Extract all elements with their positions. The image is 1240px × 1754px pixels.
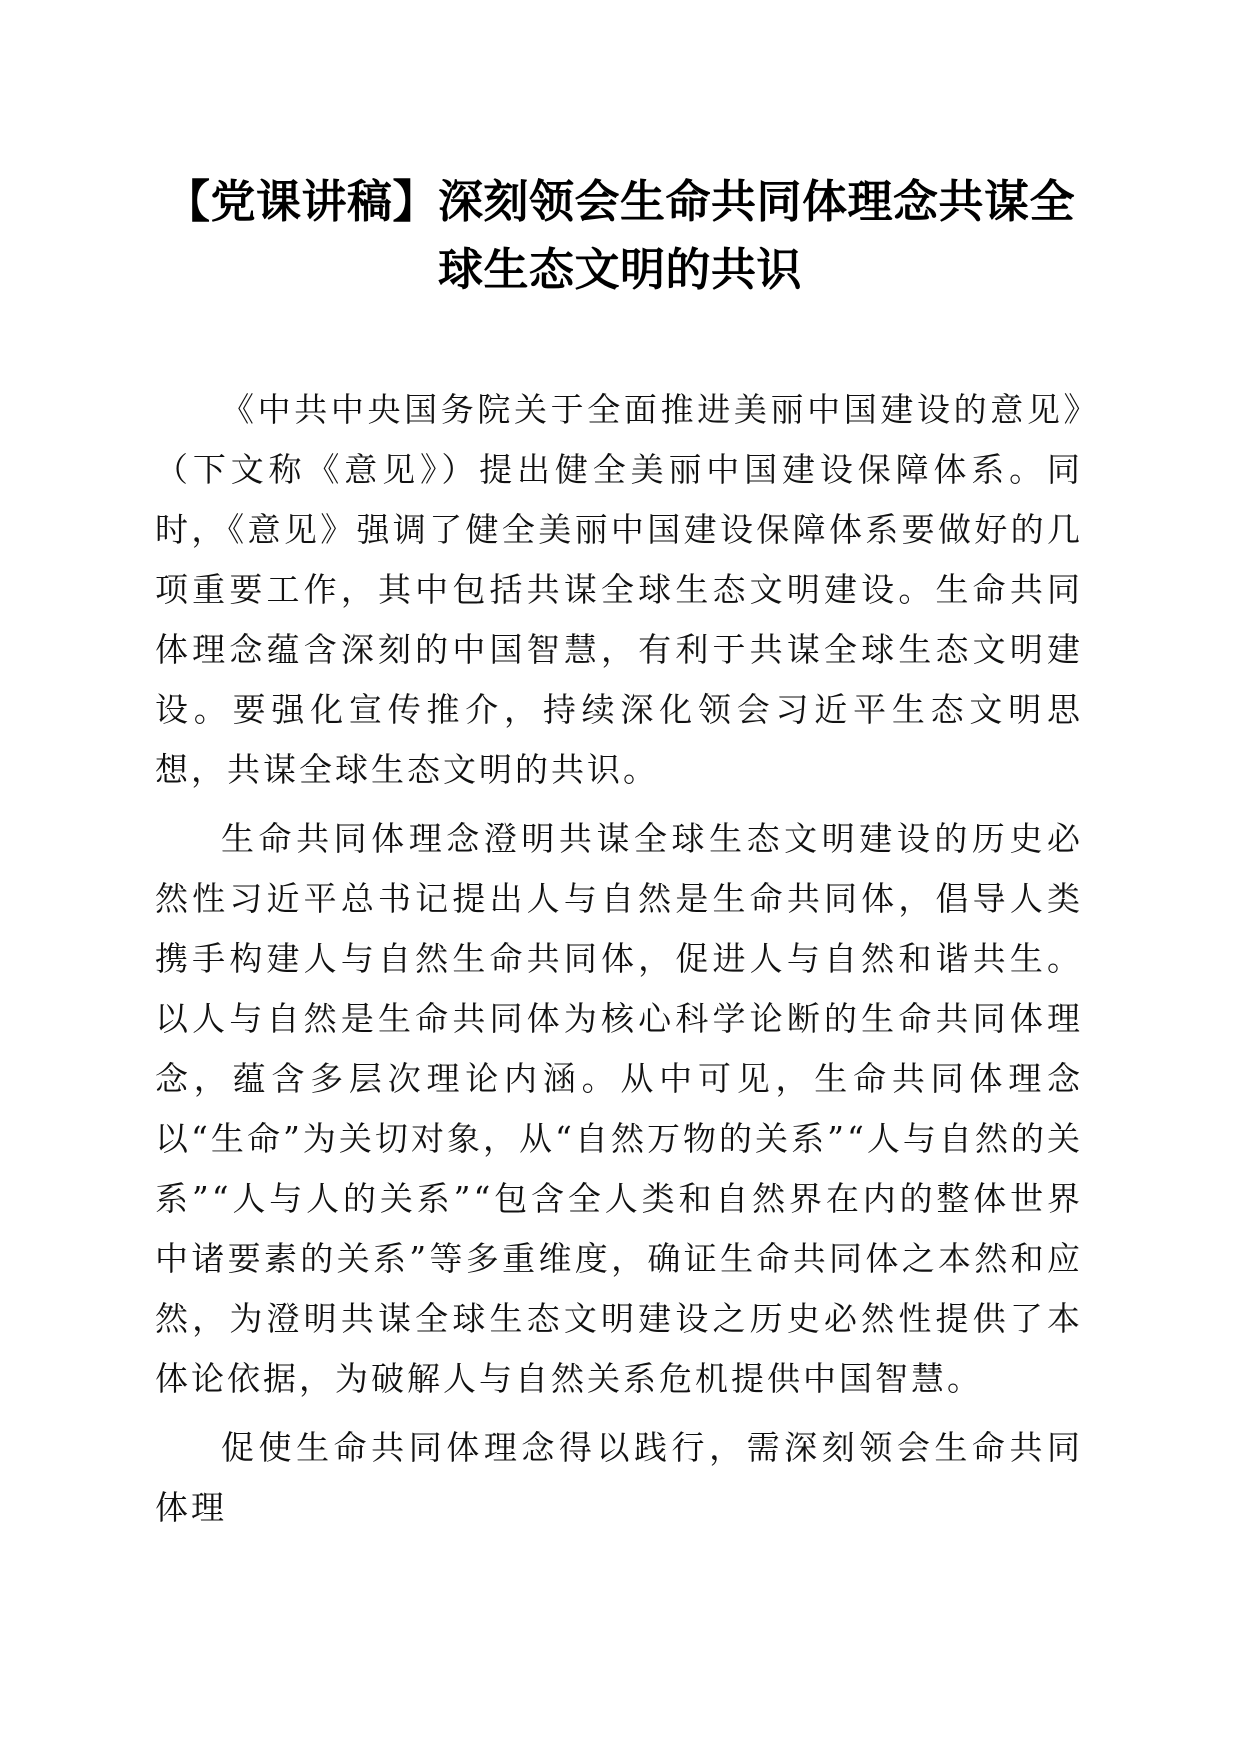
paragraph-historical-necessity: 生命共同体理念澄明共谋全球生态文明建设的历史必然性习近平总书记提出人与自然是生命共同体，倡导人类携手构建人与自然生命共同体，促进人与自然和谐共生。以人与自然是生命共同体为核心科学论断的生命共同体理念，蕴含多层次理论内涵。从中可见，生命共同体理念以“生命”为关切对象，从“自然万物的关系”“人与自然的关系”“人与人的关系”“包含全人类和自然界在内的整体世界中诸要素的关系”等多重维度，确证生命共同体之本然和应然，为澄明共谋全球生态文明建设之历史必然性提供了本体论依据，为破解人与自然关系危机提供中国智慧。 bbox=[155, 819, 1083, 1398]
document-body bbox=[155, 380, 1083, 1547]
paragraph-practice: 促使生命共同体理念得以践行，需深刻领会生命共同体理 bbox=[155, 1428, 1083, 1527]
document-title: 【党课讲稿】深刻领会生命共同体理念共谋全球生态文明的共识 bbox=[164, 175, 1075, 296]
paragraph-intro: 《中共中央国务院关于全面推进美丽中国建设的意见》（下文称《意见》）提出健全美丽中国建设保障体系。同时，《意见》强调了健全美丽中国建设保障体系要做好的几项重要工作，其中包括共谋全球生态文明建设。生命共同体理念蕴含深刻的中国智慧，有利于共谋全球生态文明建设。要强化宣传推介，持续深化领会习近平生态文明思想，共谋全球生态文明的共识。 bbox=[155, 390, 1083, 789]
